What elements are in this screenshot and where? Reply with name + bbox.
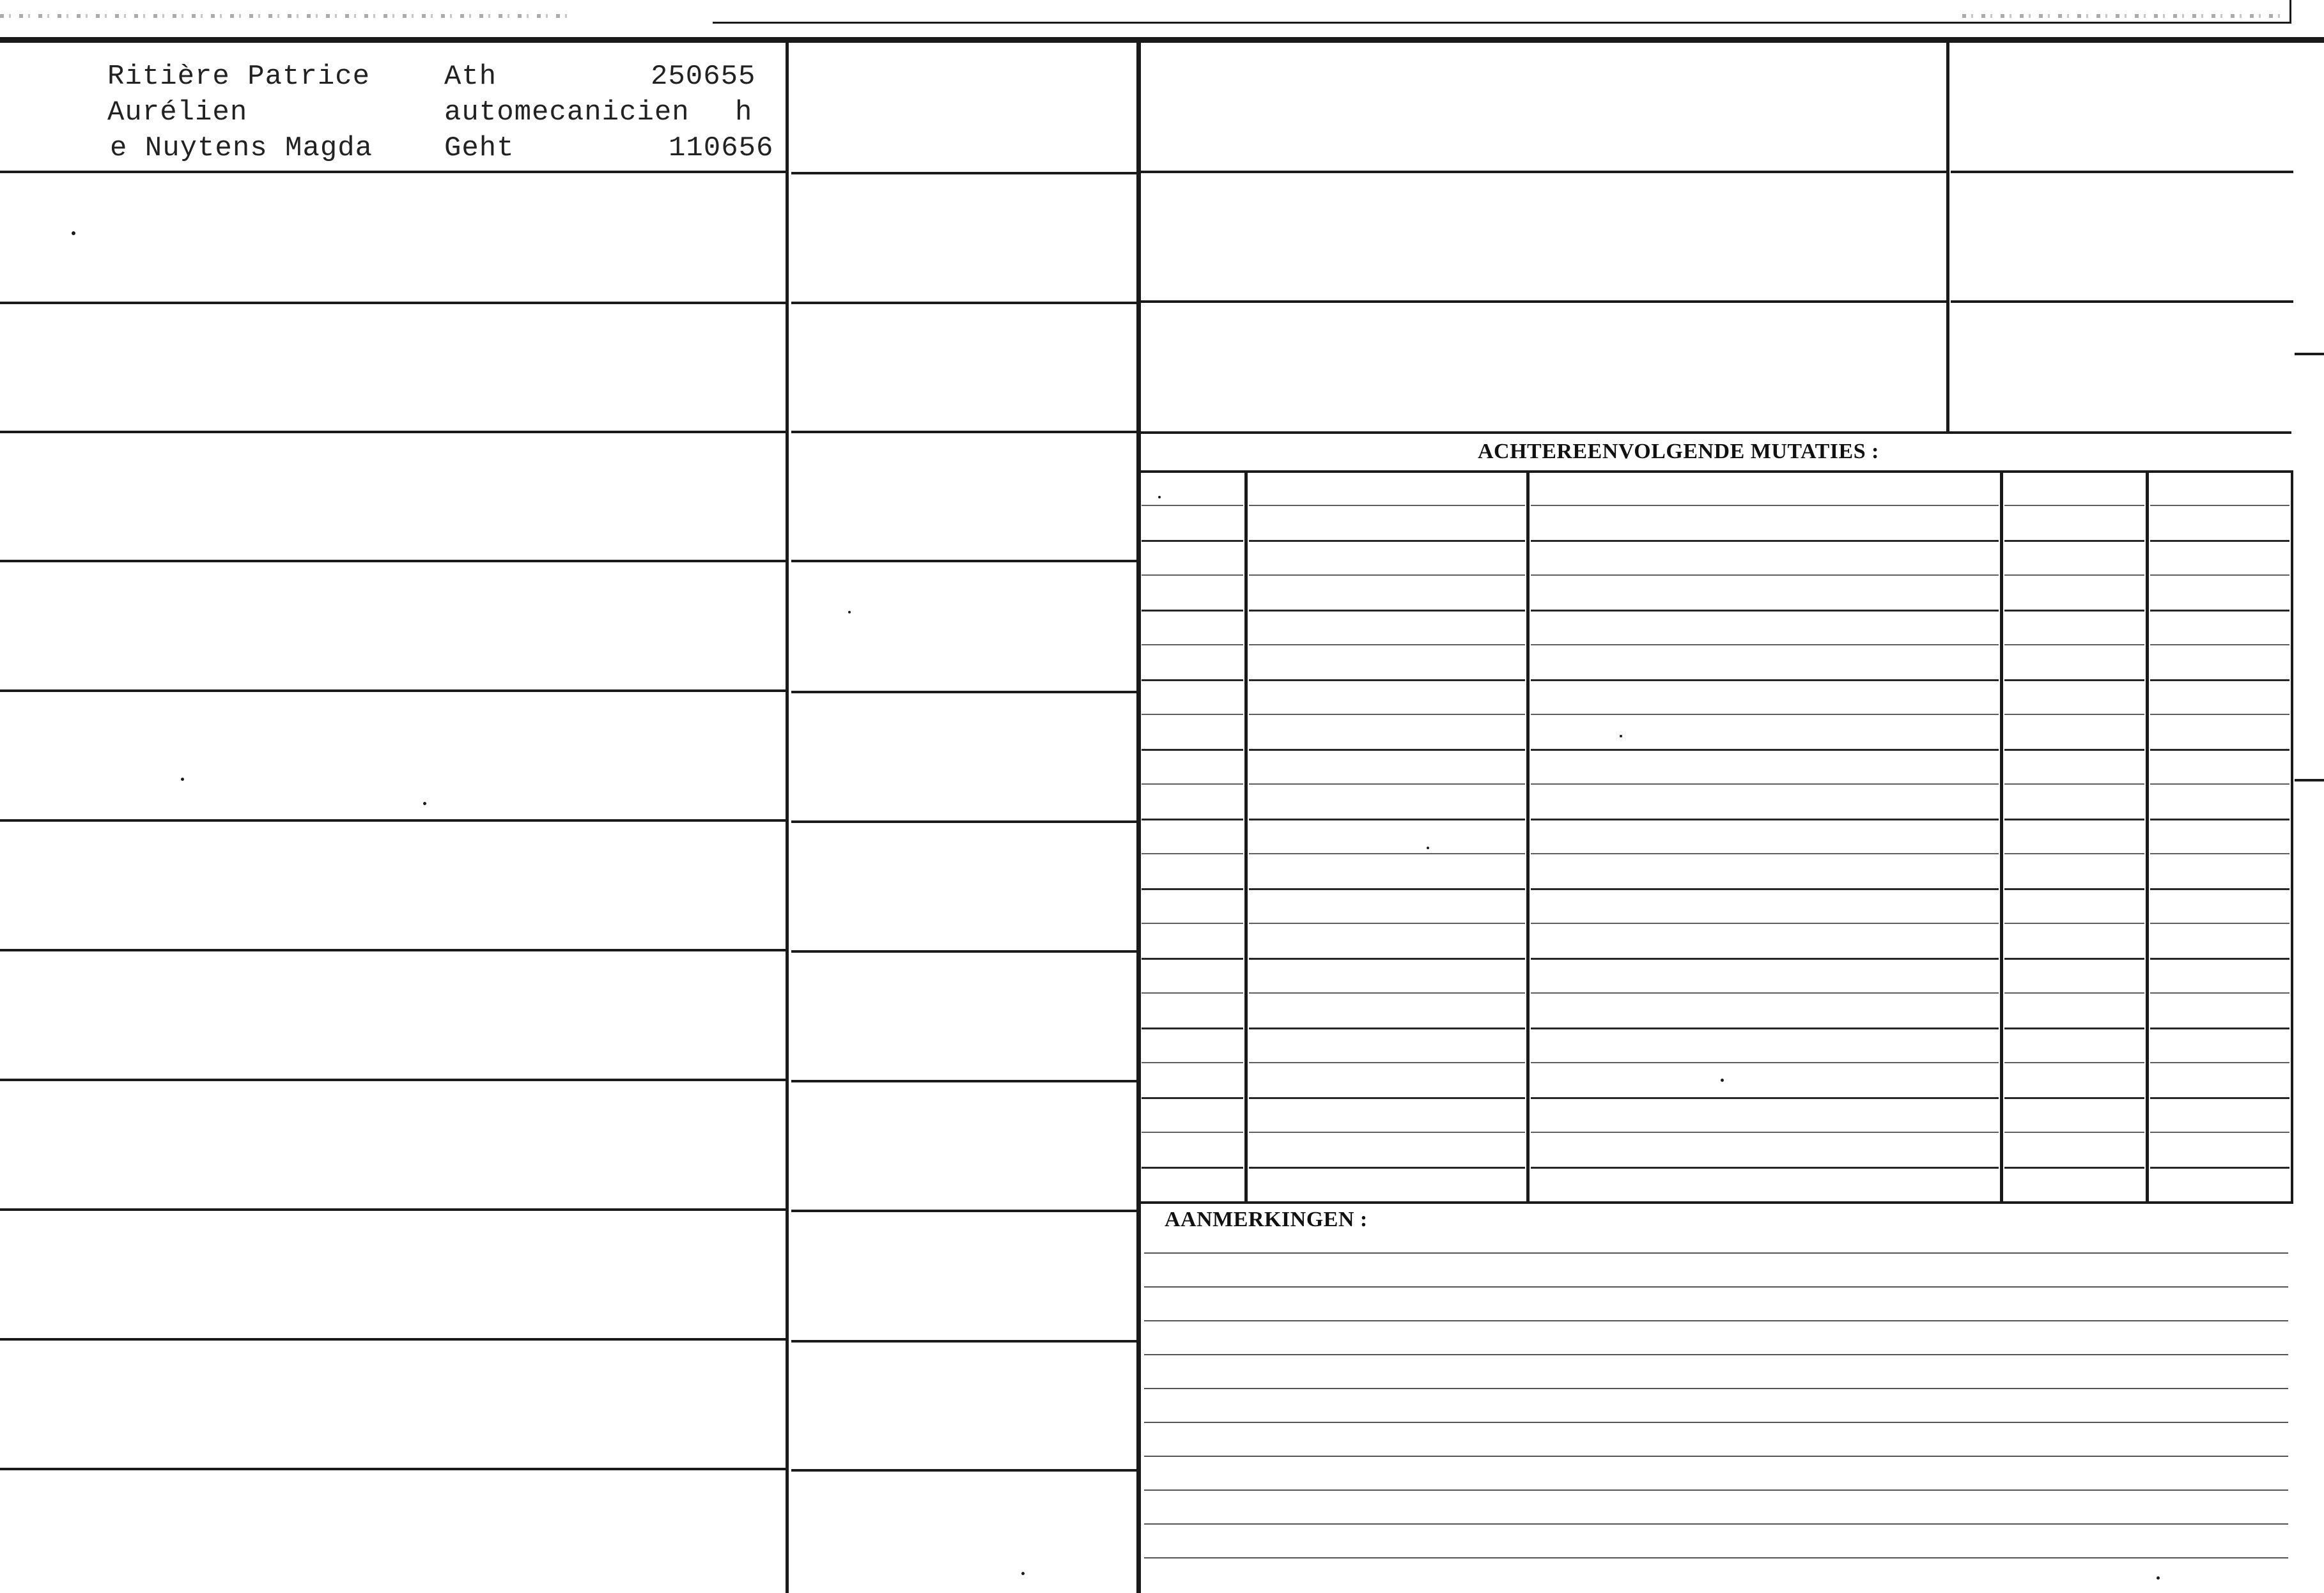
top-border-thick — [0, 37, 2324, 43]
mutations-row-line — [2004, 1027, 2144, 1029]
mutations-row-line — [1142, 888, 1243, 890]
mutations-row-line — [1142, 574, 1243, 576]
mutations-row-line — [1249, 1167, 1525, 1169]
mutations-row-line — [1531, 610, 1999, 612]
mutations-row-line — [1249, 783, 1525, 785]
mutations-row-line — [2150, 1167, 2289, 1169]
mutations-frame-bottom — [1139, 1201, 2293, 1204]
mutations-heading: ACHTEREENVOLGENDE MUTATIES : — [1478, 440, 1879, 463]
row-divider-6b — [791, 820, 1138, 823]
mutations-row-line — [1531, 819, 1999, 820]
scan-speck — [1721, 1079, 1724, 1082]
mutations-row-line — [1142, 958, 1243, 960]
mutations-col-sep-1 — [1244, 470, 1248, 1204]
mutations-row-line — [2004, 1167, 2144, 1169]
row-divider-5b — [791, 691, 1138, 693]
row-divider-11 — [0, 1468, 787, 1470]
mutations-row-line — [2150, 888, 2289, 890]
mutations-row-line — [2004, 505, 2144, 506]
row-divider-10b — [791, 1340, 1138, 1343]
remarks-rule-line — [1144, 1320, 2288, 1321]
mutations-row-line — [2004, 888, 2144, 890]
mutations-row-line — [2004, 958, 2144, 960]
mutations-row-line — [1142, 644, 1243, 645]
mutations-row-line — [2150, 853, 2289, 854]
mutations-row-line — [1531, 1132, 1999, 1133]
mutations-row-line — [1142, 610, 1243, 612]
mutations-row-line — [1249, 749, 1525, 751]
mutations-row-line — [2004, 574, 2144, 576]
mutations-row-line — [1142, 853, 1243, 854]
mutations-row-line — [1531, 783, 1999, 785]
mutations-row-line — [1249, 1097, 1525, 1099]
mutations-row-line — [1249, 1062, 1525, 1063]
mutations-row-line — [2004, 1062, 2144, 1063]
mutations-row-line — [1249, 1027, 1525, 1029]
record-line-2-name: Aurélien — [107, 96, 248, 128]
mutations-row-line — [1249, 923, 1525, 924]
mutations-row-line — [2150, 992, 2289, 994]
mutations-row-line — [1142, 505, 1243, 506]
row-divider-10 — [0, 1338, 787, 1341]
scan-speck — [72, 231, 75, 235]
mutations-row-line — [2150, 1097, 2289, 1099]
mutations-frame-top — [1139, 470, 2293, 473]
mutations-row-line — [1249, 992, 1525, 994]
mutations-row-line — [1142, 923, 1243, 924]
right-block-divider-2b — [1951, 300, 2293, 303]
mutations-row-line — [1531, 888, 1999, 890]
mutations-row-line — [1249, 853, 1525, 854]
row-divider-6 — [0, 819, 787, 822]
mutations-row-line — [2004, 1097, 2144, 1099]
remarks-rule-line — [1144, 1388, 2288, 1389]
margin-tick-2 — [2295, 779, 2324, 781]
mutations-row-line — [1249, 1132, 1525, 1133]
row-divider-9b — [791, 1210, 1138, 1212]
mutations-row-line — [1531, 714, 1999, 715]
scan-speck — [1021, 1572, 1025, 1575]
remarks-rule-line — [1144, 1422, 2288, 1423]
scan-noise-top-left — [0, 14, 575, 18]
row-divider-3b — [791, 431, 1138, 433]
top-vertical-edge — [2289, 0, 2291, 23]
mutations-row-line — [2150, 644, 2289, 645]
mutations-row-line — [2004, 783, 2144, 785]
remarks-heading: AANMERKINGEN : — [1165, 1208, 1368, 1231]
mutations-row-line — [1142, 1027, 1243, 1029]
mutations-row-line — [1142, 819, 1243, 820]
mutations-row-line — [1142, 540, 1243, 542]
mutations-row-line — [1249, 958, 1525, 960]
mutations-row-line — [1142, 1097, 1243, 1099]
mutations-row-line — [1531, 1167, 1999, 1169]
right-block-divider-1 — [1141, 171, 1948, 173]
row-divider-2b — [791, 302, 1138, 304]
record-line-1-date: 250655 — [651, 61, 756, 93]
mutations-row-line — [1531, 1062, 1999, 1063]
mutations-row-line — [1531, 749, 1999, 751]
column-rule-1 — [786, 38, 789, 1593]
right-block-divider-2 — [1141, 300, 1948, 303]
record-line-3-place: Geht — [444, 132, 515, 164]
margin-tick-1 — [2295, 353, 2324, 355]
remarks-rule-line — [1144, 1354, 2288, 1355]
mutations-row-line — [1142, 1062, 1243, 1063]
mutations-row-line — [2004, 749, 2144, 751]
mutations-row-line — [1249, 540, 1525, 542]
mutations-table — [1139, 470, 2293, 1204]
remarks-lines — [1144, 1246, 2289, 1593]
mutations-row-line — [2004, 644, 2144, 645]
mutations-row-line — [2004, 853, 2144, 854]
mutations-row-line — [2004, 679, 2144, 681]
mutations-row-line — [2150, 679, 2289, 681]
mutations-row-line — [2150, 610, 2289, 612]
mutations-row-line — [2004, 992, 2144, 994]
row-divider-8 — [0, 1079, 787, 1081]
mutations-row-line — [2150, 1132, 2289, 1133]
mutations-row-line — [2004, 819, 2144, 820]
mutations-row-line — [1142, 679, 1243, 681]
row-divider-4 — [0, 560, 787, 562]
mutations-row-line — [2150, 1027, 2289, 1029]
mutations-row-line — [1249, 610, 1525, 612]
row-divider-1 — [0, 171, 787, 173]
row-divider-9 — [0, 1208, 787, 1211]
mutations-row-line — [1531, 992, 1999, 994]
mutations-row-line — [2150, 714, 2289, 715]
record-line-1-name: Ritière Patrice — [107, 61, 371, 93]
mutations-row-line — [2004, 540, 2144, 542]
mutations-row-line — [1142, 783, 1243, 785]
scan-speck — [1158, 496, 1161, 498]
mutations-row-line — [1249, 714, 1525, 715]
row-divider-8b — [791, 1080, 1138, 1082]
scan-speck — [423, 802, 426, 805]
scan-speck — [1427, 847, 1429, 849]
mutations-row-line — [2150, 923, 2289, 924]
scan-speck — [181, 778, 184, 781]
right-block-divider-3 — [1141, 431, 2291, 434]
remarks-rule-line — [1144, 1557, 2288, 1558]
right-block-divider-1b — [1951, 171, 2293, 173]
mutations-row-line — [1249, 888, 1525, 890]
mutations-row-line — [1531, 644, 1999, 645]
mutations-row-line — [1531, 853, 1999, 854]
mutations-row-line — [1531, 574, 1999, 576]
mutations-row-line — [1249, 679, 1525, 681]
row-divider-11b — [791, 1469, 1138, 1472]
mutations-row-line — [2150, 819, 2289, 820]
remarks-rule-line — [1144, 1489, 2288, 1491]
mutations-row-line — [2150, 574, 2289, 576]
mutations-row-line — [1531, 958, 1999, 960]
mutations-row-line — [1531, 1027, 1999, 1029]
scan-speck — [1620, 735, 1622, 737]
mutations-row-line — [1142, 1132, 1243, 1133]
mutations-row-line — [1249, 819, 1525, 820]
mutations-row-line — [2004, 610, 2144, 612]
mutations-row-line — [1142, 992, 1243, 994]
mutations-frame-right — [2291, 470, 2293, 1204]
mutations-row-line — [2004, 923, 2144, 924]
mutations-row-line — [2150, 505, 2289, 506]
row-divider-7 — [0, 949, 787, 951]
row-divider-4b — [791, 560, 1138, 562]
mutations-col-sep-3 — [2000, 470, 2003, 1204]
remarks-rule-line — [1144, 1252, 2288, 1254]
mutations-row-line — [2150, 958, 2289, 960]
mutations-row-line — [2150, 1062, 2289, 1063]
top-border-thin — [713, 22, 2291, 24]
scan-noise-top-right — [1962, 14, 2282, 18]
record-line-1-place: Ath — [444, 61, 497, 93]
row-divider-5 — [0, 689, 787, 692]
mutations-row-line — [1142, 714, 1243, 715]
mutations-row-line — [1249, 644, 1525, 645]
mutations-row-line — [1531, 1097, 1999, 1099]
record-line-2-suffix: h — [735, 96, 753, 128]
mutations-row-line — [1249, 505, 1525, 506]
remarks-rule-line — [1144, 1456, 2288, 1457]
scan-speck — [848, 611, 851, 613]
remarks-rule-line — [1144, 1286, 2288, 1288]
mutations-row-line — [1531, 505, 1999, 506]
mutations-row-line — [2150, 783, 2289, 785]
mutations-row-line — [2004, 1132, 2144, 1133]
mutations-row-line — [1531, 679, 1999, 681]
record-line-2-occupation: automecanicien — [444, 96, 690, 128]
mutations-row-line — [1142, 1167, 1243, 1169]
scan-speck — [2157, 1576, 2160, 1580]
mutations-row-line — [1531, 923, 1999, 924]
row-divider-1b — [791, 172, 1138, 174]
mutations-col-sep-4 — [2146, 470, 2149, 1204]
record-line-3-name: e Nuytens Magda — [110, 132, 373, 164]
column-rule-3 — [1946, 38, 1949, 431]
mutations-row-line — [1531, 540, 1999, 542]
mutations-row-line — [2150, 749, 2289, 751]
mutations-row-line — [2150, 540, 2289, 542]
mutations-col-sep-2 — [1526, 470, 1530, 1204]
row-divider-2 — [0, 302, 787, 304]
mutations-row-line — [1249, 574, 1525, 576]
remarks-rule-line — [1144, 1523, 2288, 1525]
record-line-3-date: 110656 — [669, 132, 774, 164]
mutations-row-line — [2004, 714, 2144, 715]
row-divider-7b — [791, 950, 1138, 953]
row-divider-3 — [0, 431, 787, 433]
mutations-row-line — [1142, 749, 1243, 751]
